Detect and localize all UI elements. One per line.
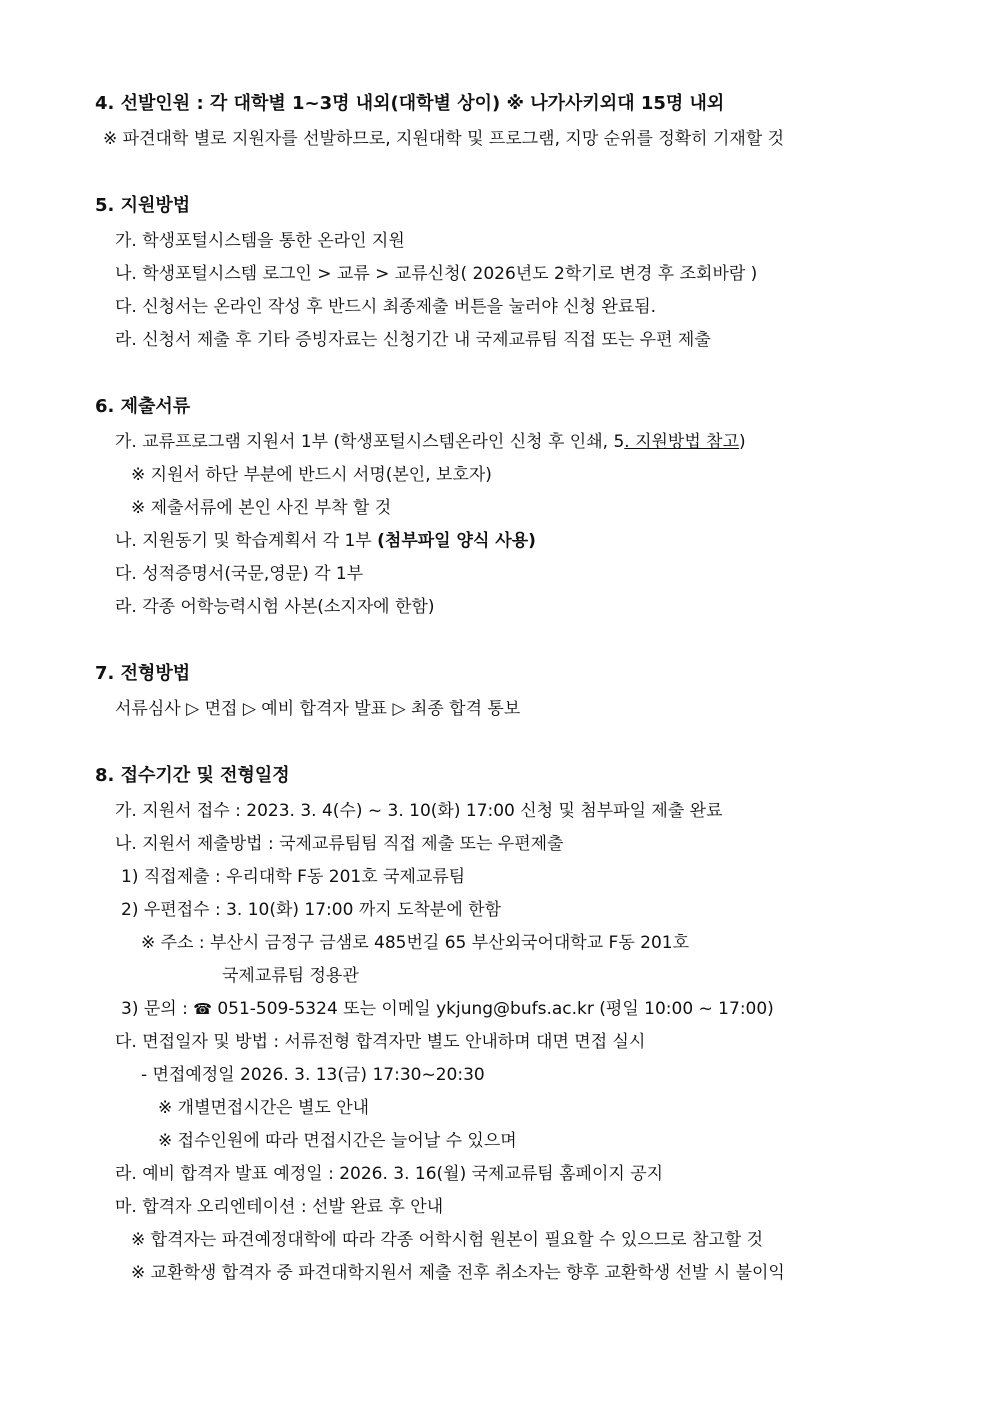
section-8-address-line-1: ※ 주소 : 부산시 금정구 금샘로 485번길 65 부산외국어대학교 F동 201호 xyxy=(141,933,690,953)
section-8-address-line-2: 국제교류팀 정용관 xyxy=(222,966,359,986)
section-8-note-1: ※ 합격자는 파견예정대학에 따라 각종 어학시험 원본이 필요할 수 있으므로 참고할 것 xyxy=(131,1230,764,1250)
section-6-item-a-close: ) xyxy=(739,432,746,452)
section-6-note-2: ※ 제출서류에 본인 사진 부착 할 것 xyxy=(131,498,392,518)
section-5-item-c: 다. 신청서는 온라인 작성 후 반드시 최종제출 버튼을 눌러야 신청 완료됨. xyxy=(115,297,657,317)
section-8-interview-date: - 면접예정일 2026. 3. 13(금) 17:30~20:30 xyxy=(141,1065,485,1085)
section-5-item-b: 나. 학생포털시스템 로그인 > 교류 > 교류신청( 2026년도 2학기로 변경 후 조회바람 ) xyxy=(115,264,758,284)
section-7-title: 7. 전형방법 xyxy=(95,663,191,684)
section-6-title: 6. 제출서류 xyxy=(95,396,191,417)
section-7-flow: 서류심사 ▷ 면접 ▷ 예비 합격자 발표 ▷ 최종 합격 통보 xyxy=(115,699,521,719)
section-6-item-c: 다. 성적증명서(국문,영문) 각 1부 xyxy=(115,564,364,584)
section-8-note-2: ※ 교환학생 합격자 중 파견대학지원서 제출 전후 취소자는 향후 교환학생 선발 시 불이익 xyxy=(131,1263,785,1283)
section-8-item-e: 마. 합격자 오리엔테이션 : 선발 완료 후 안내 xyxy=(115,1197,444,1217)
section-6-item-b-emphasis: (첨부파일 양식 사용) xyxy=(377,531,536,551)
section-8-item-c: 다. 면접일자 및 방법 : 서류전형 합격자만 별도 안내하며 대면 면접 실시 xyxy=(115,1032,646,1052)
section-8-item-b-3 xyxy=(121,997,774,1021)
section-8-contact-text: 051-509-5324 또는 이메일 ykjung@bufs.ac.kr (평일 10:00 ~ 17:00) xyxy=(211,999,774,1019)
section-8-interview-note-1: ※ 개별면접시간은 별도 안내 xyxy=(158,1098,370,1118)
section-6-item-b xyxy=(115,529,536,553)
phone-icon: ☎ xyxy=(193,1000,212,1018)
section-8-item-a: 가. 지원서 접수 : 2023. 3. 4(수) ~ 3. 10(화) 17:00 신청 및 첨부파일 제출 완료 xyxy=(115,801,723,821)
section-6-item-a xyxy=(115,430,746,454)
section-5-item-a: 가. 학생포털시스템을 통한 온라인 지원 xyxy=(115,231,405,251)
section-6-item-a-text: 가. 교류프로그램 지원서 1부 (학생포털시스템온라인 신청 후 인쇄, 5 xyxy=(115,432,625,452)
section-8-item-b-2: 2) 우편접수 : 3. 10(화) 17:00 까지 도착분에 한함 xyxy=(121,900,501,920)
section-8-interview-note-2: ※ 접수인원에 따라 면접시간은 늘어날 수 있으며 xyxy=(158,1131,517,1151)
section-6-item-d: 라. 각종 어학능력시험 사본(소지자에 한함) xyxy=(115,597,435,617)
section-4-title: 4. 선발인원 : 각 대학별 1~3명 내외(대학별 상이) ※ 나가사키외대 15명 내외 xyxy=(95,93,725,114)
section-4-note: ※ 파견대학 별로 지원자를 선발하므로, 지원대학 및 프로그램, 지망 순위를 정확히 기재할 것 xyxy=(103,129,785,149)
section-6-note-1: ※ 지원서 하단 부분에 반드시 서명(본인, 보호자) xyxy=(131,465,492,485)
section-5-title: 5. 지원방법 xyxy=(95,195,191,216)
section-8-title: 8. 접수기간 및 전형일정 xyxy=(95,765,290,786)
section-6-item-b-text: 나. 지원동기 및 학습계획서 각 1부 xyxy=(115,531,378,551)
section-8-item-b-1: 1) 직접제출 : 우리대학 F동 201호 국제교류팀 xyxy=(121,867,466,887)
section-8-contact-label: 3) 문의 : xyxy=(121,999,194,1019)
section-6-item-a-reference: . 지원방법 참고 xyxy=(624,432,740,452)
section-8-item-b: 나. 지원서 제출방법 : 국제교류팀팀 직접 제출 또는 우편제출 xyxy=(115,834,564,854)
section-5-item-d: 라. 신청서 제출 후 기타 증빙자료는 신청기간 내 국제교류팀 직접 또는 우편 제출 xyxy=(115,330,711,350)
section-8-item-d: 라. 예비 합격자 발표 예정일 : 2026. 3. 16(월) 국제교류팀 홈페이지 공지 xyxy=(115,1164,664,1184)
